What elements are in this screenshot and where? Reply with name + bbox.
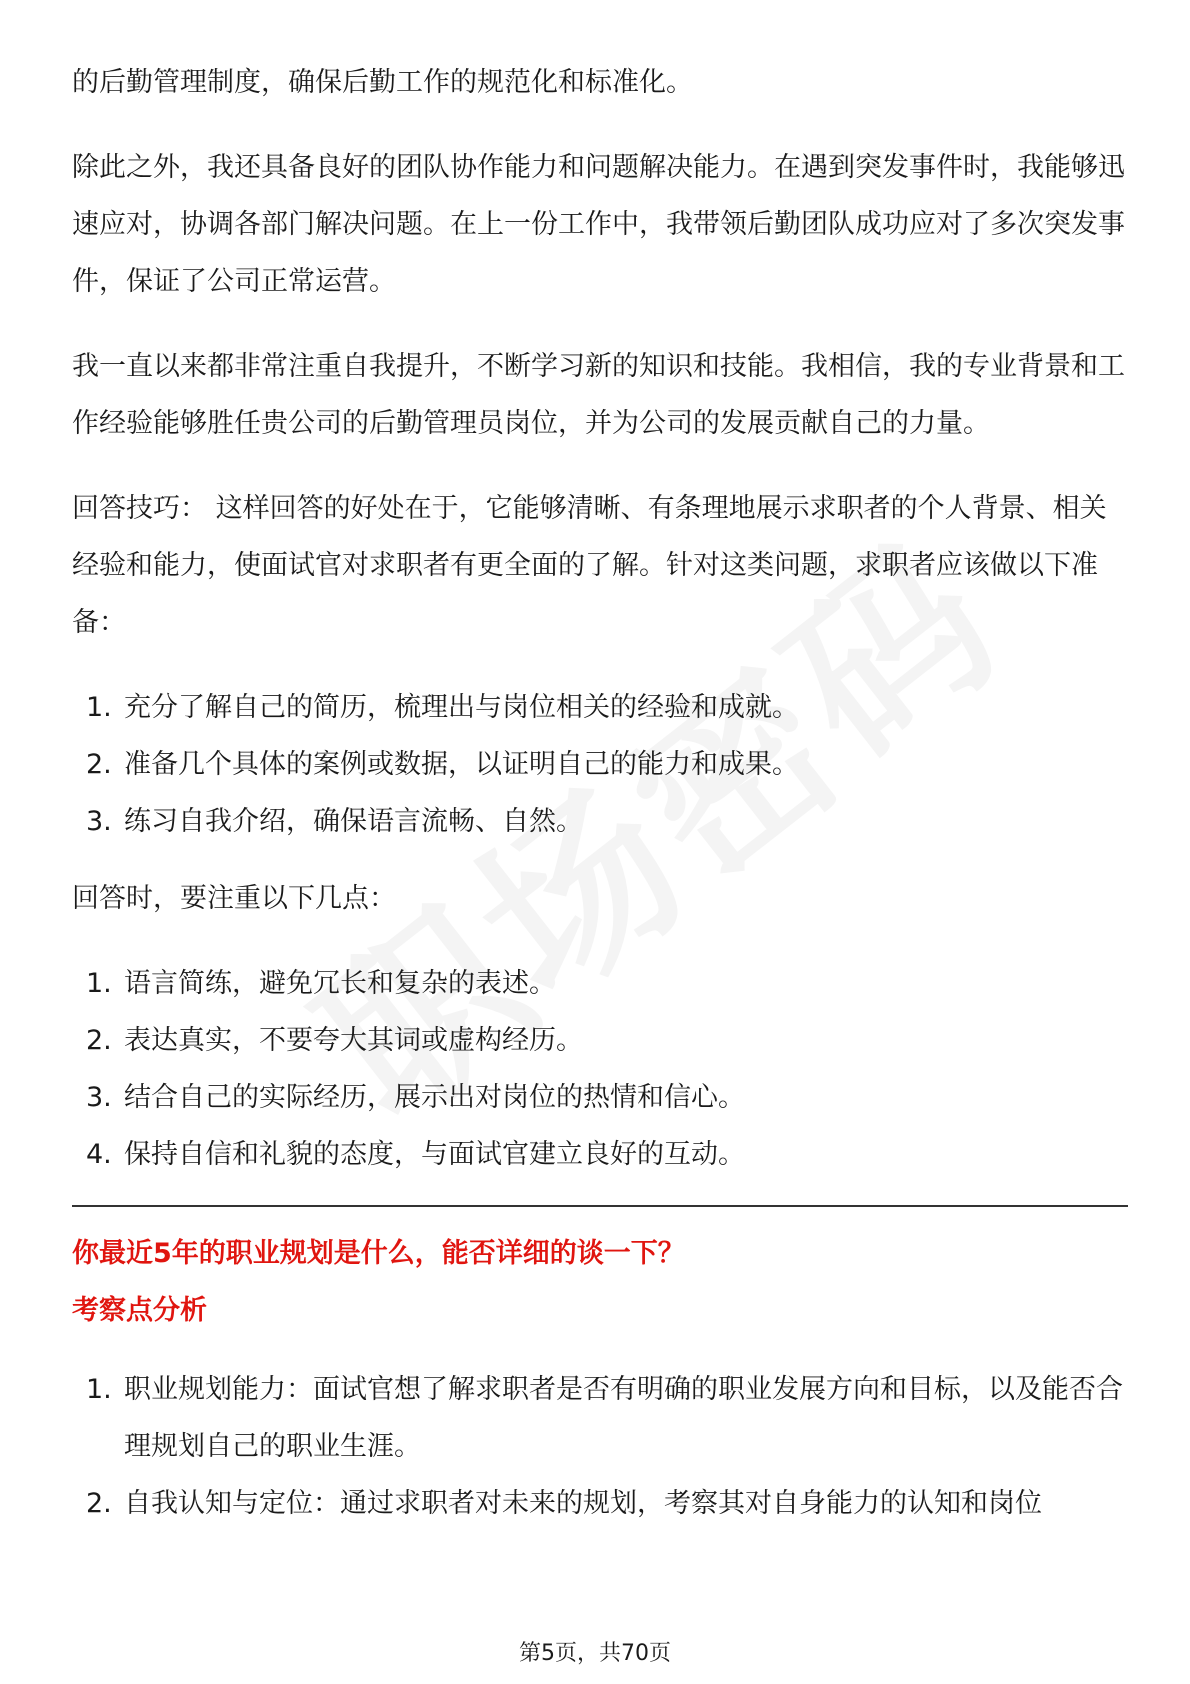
list-number: 2.	[86, 749, 112, 780]
list-item-text: 充分了解自己的简历，梳理出与岗位相关的经验和成就。	[124, 692, 799, 723]
list-item	[72, 1475, 1132, 1532]
list-item-text: 语言简练，避免冗长和复杂的表述。	[124, 968, 556, 999]
list-item	[72, 1012, 1132, 1069]
paragraph: 我一直以来都非常注重自我提升，不断学习新的知识和技能。我相信，我的专业背景和工作经验能够胜任贵公司的后勤管理员岗位，并为公司的发展贡献自己的力量。	[72, 351, 1125, 439]
list-number: 3.	[86, 806, 112, 837]
list-item-text: 自我认知与定位：通过求职者对未来的规划，考察其对自身能力的认知和岗位	[124, 1488, 1042, 1519]
answer-tips-paragraph: 回答技巧： 这样回答的好处在于，它能够清晰、有条理地展示求职者的个人背景、相关经验和能力，使面试官对求职者有更全面的了解。针对这类问题，求职者应该做以下准备：	[72, 493, 1107, 638]
list-item-text: 保持自信和礼貌的态度，与面试官建立良好的互动。	[124, 1139, 745, 1170]
notes-list	[72, 955, 1132, 1183]
list-item-text: 职业规划能力：面试官想了解求职者是否有明确的职业发展方向和目标，以及能否合理规划自己的职业生涯。	[124, 1374, 1123, 1462]
list-item-text: 表达真实，不要夸大其词或虚构经历。	[124, 1025, 583, 1056]
list-number: 3.	[86, 1082, 112, 1113]
page-footer: 第5页，共70页	[519, 1641, 671, 1666]
list-item	[72, 793, 1132, 850]
list-item-text: 结合自己的实际经历，展示出对岗位的热情和信心。	[124, 1082, 745, 1113]
preparation-list	[72, 679, 1132, 850]
list-number: 4.	[86, 1139, 112, 1170]
list-item	[72, 736, 1132, 793]
list-item	[72, 1361, 1132, 1475]
paragraph: 的后勤管理制度，确保后勤工作的规范化和标准化。	[72, 67, 693, 98]
analysis-list	[72, 1361, 1132, 1532]
list-number: 2.	[86, 1025, 112, 1056]
list-item	[72, 1069, 1132, 1126]
list-item-text: 准备几个具体的案例或数据，以证明自己的能力和成果。	[124, 749, 799, 780]
notes-intro: 回答时，要注重以下几点：	[72, 883, 396, 914]
analysis-heading: 考察点分析	[72, 1295, 207, 1326]
section-divider	[72, 1205, 1128, 1207]
list-number: 1.	[86, 1374, 112, 1405]
list-number: 1.	[86, 692, 112, 723]
paragraph: 除此之外，我还具备良好的团队协作能力和问题解决能力。在遇到突发事件时，我能够迅速应对，协调各部门解决问题。在上一份工作中，我带领后勤团队成功应对了多次突发事件，保证了公司正常运营。	[72, 152, 1125, 297]
list-number: 2.	[86, 1488, 112, 1519]
list-item	[72, 1126, 1132, 1183]
question-heading: 你最近5年的职业规划是什么，能否详细的谈一下？	[72, 1238, 685, 1269]
list-item-text: 练习自我介绍，确保语言流畅、自然。	[124, 806, 583, 837]
list-item	[72, 955, 1132, 1012]
list-item	[72, 679, 1132, 736]
page-content	[72, 54, 1132, 1552]
list-number: 1.	[86, 968, 112, 999]
